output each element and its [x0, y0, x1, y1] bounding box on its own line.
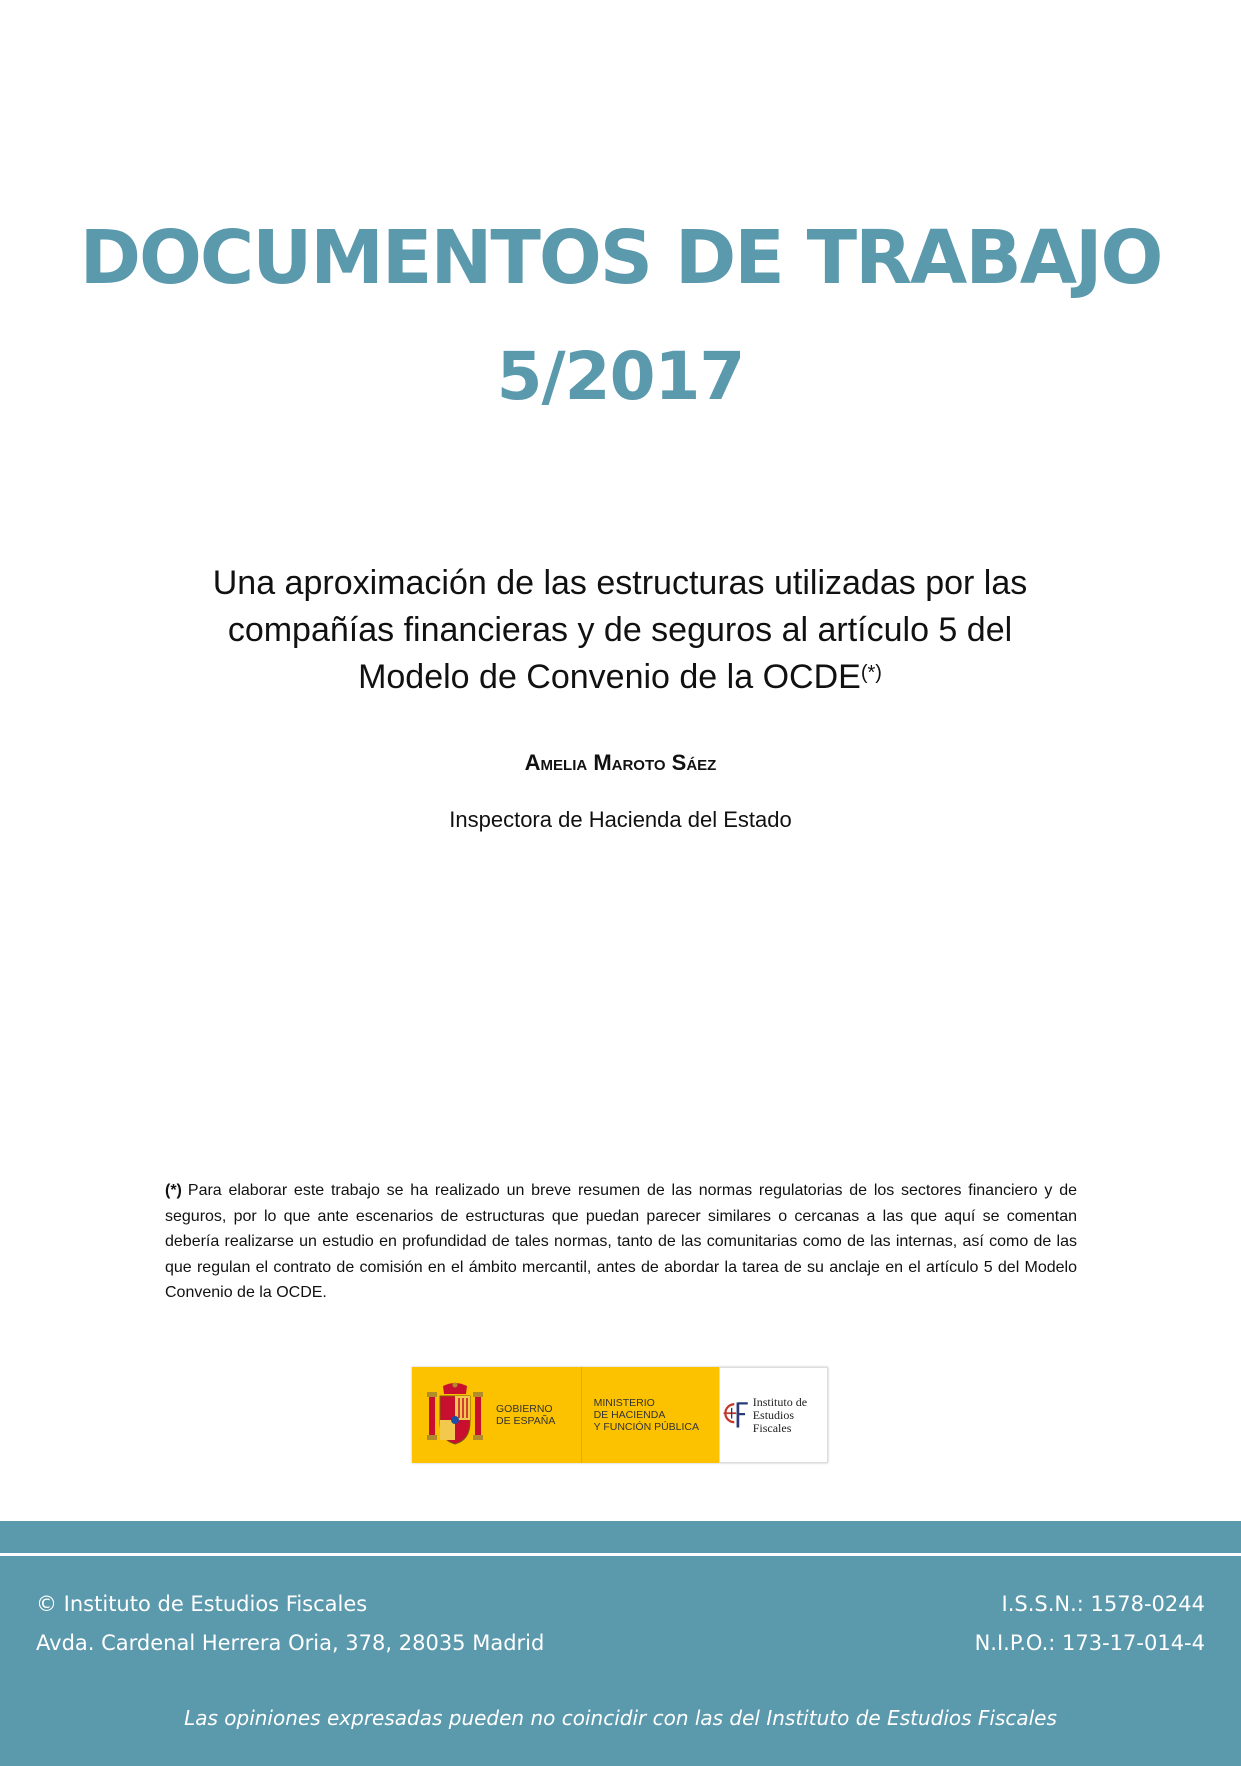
series-title: DOCUMENTOS DE TRABAJO: [79, 215, 1162, 301]
coat-of-arms-icon: [426, 1382, 484, 1448]
footer-disclaimer: Las opiniones expresadas pueden no coincidir con las del Instituto de Estudios Fiscales: [184, 1706, 1057, 1730]
ief-emblem-icon: [720, 1395, 750, 1435]
ief-logo: [719, 1367, 828, 1463]
author-name: Amelia Maroto Sáez: [524, 750, 717, 775]
footer-copyright: © Instituto de Estudios Fiscales: [36, 1592, 368, 1616]
institutional-logos: [412, 1367, 828, 1463]
footer-address: Avda. Cardenal Herrera Oria, 378, 28035 Madrid: [36, 1631, 545, 1655]
footnote: [165, 1178, 1077, 1306]
ministerio-text: MINISTERIO DE HACIENDA Y FUNCIÓN PÚBLICA: [593, 1397, 700, 1433]
footer-divider: [0, 1553, 1241, 1556]
gobierno-logo: [412, 1367, 582, 1463]
ministerio-logo: [582, 1367, 720, 1463]
footer-issn: I.S.S.N.: 1578-0244: [1001, 1592, 1205, 1616]
footnote-text: Para elaborar este trabajo se ha realizado un breve resumen de las normas regulatorias de los sectores financiero y de seguros, por lo que ante escenarios de estructuras que puedan parecer similares o cercanas a las que aquí se comentan debería realizarse un estudio en profundidad de tales normas, tanto de las comunitarias como de las internas, así como de las que regulan el contrato de comisión en el ámbito mercantil, antes de abordar la tarea de su anclaje en el artículo 5 del Modelo Convenio de la OCDE.: [165, 1182, 1077, 1301]
author-affiliation: Inspectora de Hacienda del Estado: [449, 807, 792, 832]
document-number: 5/2017: [496, 338, 745, 415]
ief-text: Instituto de Estudios Fiscales: [752, 1394, 808, 1435]
paper-title-text: Una aproximación de las estructuras utilizadas por las compañías financieras y de seguros al artículo 5 del Modelo de Convenio de la OCDE: [212, 564, 1028, 696]
footer-band: [0, 1521, 1241, 1766]
footer-nipo: N.I.P.O.: 173-17-014-4: [974, 1631, 1205, 1655]
paper-title: [180, 560, 1060, 701]
footnote-reference[interactable]: (*): [860, 662, 882, 684]
gobierno-text: GOBIERNO DE ESPAÑA: [496, 1403, 556, 1427]
footnote-mark: (*): [165, 1182, 182, 1199]
